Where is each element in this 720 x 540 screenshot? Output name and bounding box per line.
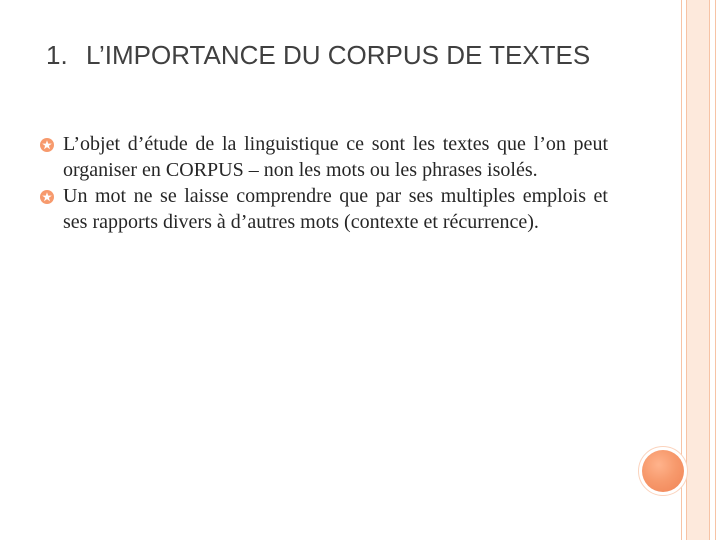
- decorative-line: [715, 0, 716, 540]
- star-bullet-icon: [40, 190, 54, 204]
- bullet-list: [40, 131, 608, 235]
- bullet-item: [40, 131, 608, 183]
- decorative-circle: [642, 450, 684, 492]
- bullet-text: L’objet d’étude de la linguistique ce sont les textes que l’on peut organiser en CORPUS – non les mots ou les phrases isolés.: [63, 133, 608, 181]
- star-bullet-icon: [40, 138, 54, 152]
- slide-title: [46, 36, 646, 74]
- title-text: L’IMPORTANCE DU CORPUS DE TEXTES: [86, 40, 591, 70]
- bullet-text: Un mot ne se laisse comprendre que par ses multiples emplois et ses rapports divers à d’autres mots (contexte et récurrence).: [63, 185, 608, 233]
- title-number: 1.: [46, 40, 68, 70]
- decorative-rail: [686, 0, 710, 540]
- bullet-item: [40, 183, 608, 235]
